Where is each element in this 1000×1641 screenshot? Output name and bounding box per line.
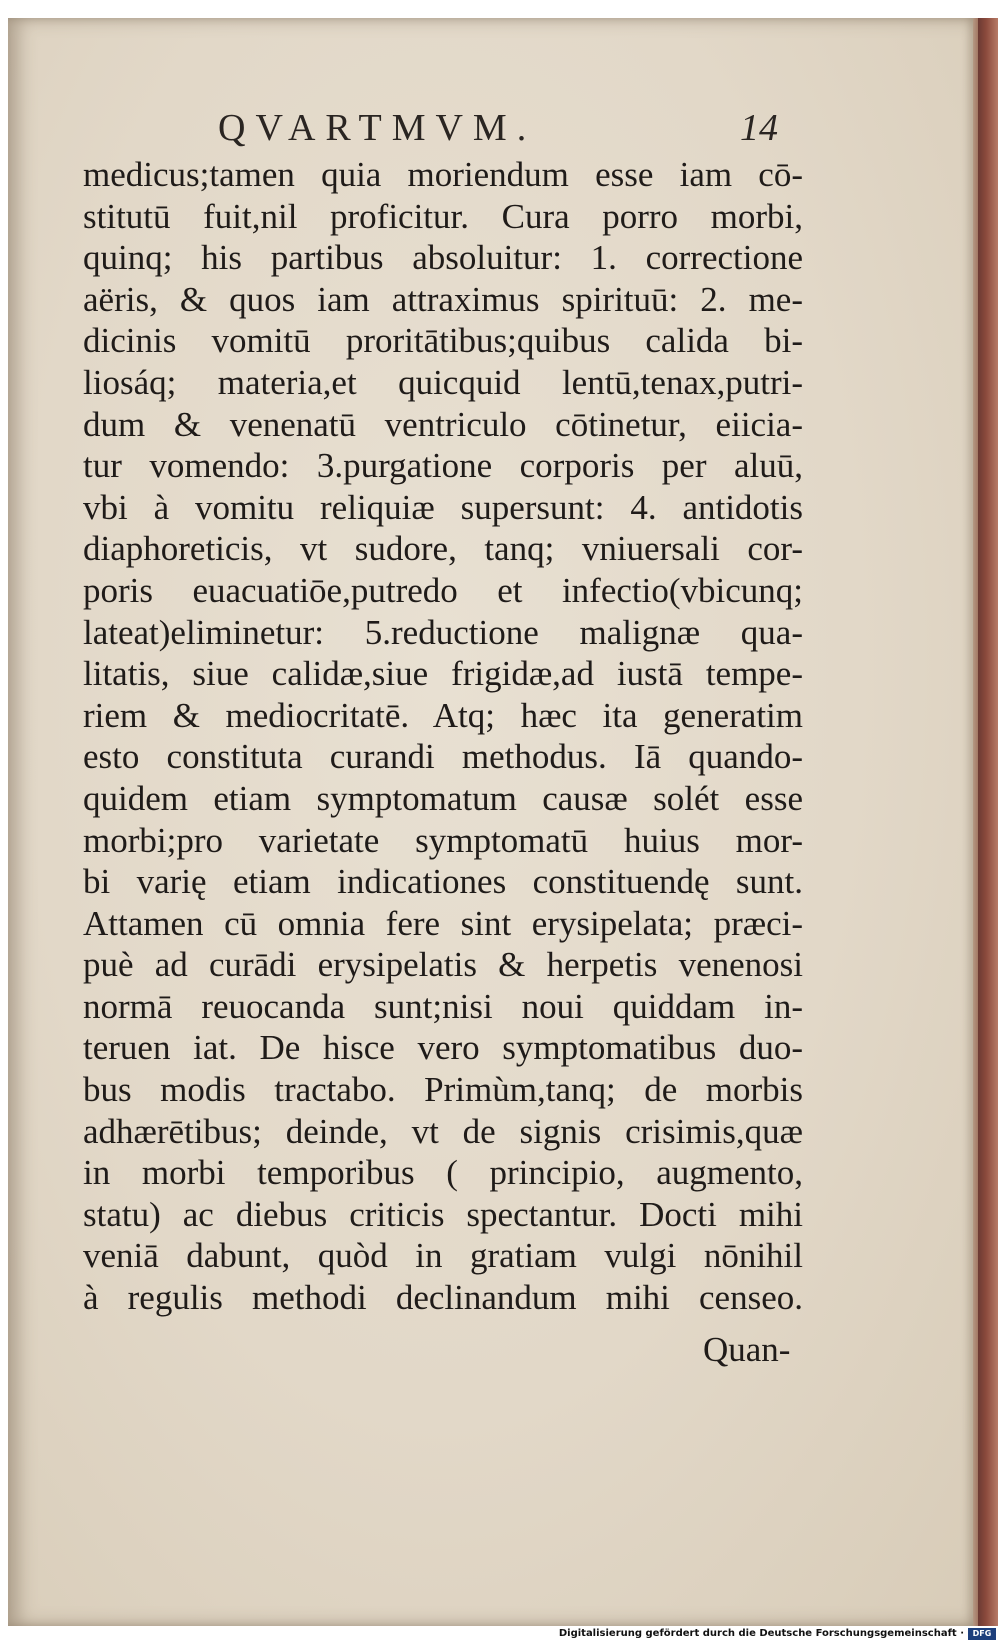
text-line: adhærētibus; deinde, vt de signis crisimis,quæ: [83, 1111, 803, 1151]
text-line: bus modis tractabo. Primùm,tanq; de morbis: [83, 1070, 803, 1110]
funding-credit: Digitalisierung gefördert durch die Deutsche Forschungsgemeinschaft ·: [558, 1628, 964, 1639]
text-line: morbi;pro varietate symptomatū huius mor-: [83, 820, 803, 860]
text-line: dicinis vomitū proritātibus;quibus calida bi-: [83, 321, 803, 361]
text-line: quinq; his partibus absoluitur: 1. correctione: [83, 238, 803, 278]
text-line: lateat)eliminetur: 5.reductione malignæ qua-: [83, 612, 803, 652]
book-cover-edge: [978, 18, 998, 1626]
text-line: à regulis methodi declinandum mihi censeo.: [83, 1278, 803, 1318]
text-line: aëris, & quos iam attraximus spirituū: 2. me-: [83, 279, 803, 319]
text-line: bi varię etiam indicationes constituendę sunt.: [83, 862, 803, 902]
running-head: QVARTMVM.: [218, 107, 537, 149]
text-line: statu) ac diebus criticis spectantur. Docti mihi: [83, 1194, 803, 1234]
text-line: in morbi temporibus ( principio, augmento,: [83, 1153, 803, 1193]
text-line: puè ad curādi erysipelatis & herpetis venenosi: [83, 945, 803, 985]
text-line: poris euacuatiōe,putredo et infectio(vbicunq;: [83, 570, 803, 610]
text-line: litatis, siue calidæ,siue frigidæ,ad iustā tempe-: [83, 654, 803, 694]
footer-bar: [0, 1628, 1000, 1641]
text-line: stitutū fuit,nil proficitur. Cura porro morbi,: [83, 196, 803, 236]
text-line: riem & mediocritatē. Atq; hæc ita generatim: [83, 695, 803, 735]
text-line: diaphoreticis, vt sudore, tanq; vniuersali cor-: [83, 529, 803, 569]
text-line: quidem etiam symptomatum causæ solét esse: [83, 778, 803, 818]
text-line: teruen iat. De hisce vero symptomatibus duo-: [83, 1028, 803, 1068]
text-line: medicus;tamen quia moriendum esse iam cō-: [83, 155, 803, 194]
text-line: vbi à vomitu reliquiæ supersunt: 4. antidotis: [83, 487, 803, 527]
text-line: esto constituta curandi methodus. Iā quando-: [83, 737, 803, 777]
text-line: veniā dabunt, quòd in gratiam vulgi nōnihil: [83, 1236, 803, 1276]
catchword: Quan-: [703, 1330, 791, 1369]
page-number: 14: [740, 107, 778, 149]
page-header: [218, 106, 778, 154]
book-page: [8, 18, 973, 1626]
text-line: tur vomendo: 3.purgatione corporis per aluū,: [83, 446, 803, 486]
text-line: dum & venenatū ventriculo cōtinetur, eiicia-: [83, 404, 803, 444]
dfg-logo-icon: DFG: [968, 1628, 996, 1640]
body-text: [83, 154, 803, 1319]
text-line: Attamen cū omnia fere sint erysipelata; præci-: [83, 903, 803, 943]
text-line: normā reuocanda sunt;nisi noui quiddam in-: [83, 986, 803, 1026]
text-line: liosáq; materia,et quicquid lentū,tenax,putri-: [83, 362, 803, 402]
